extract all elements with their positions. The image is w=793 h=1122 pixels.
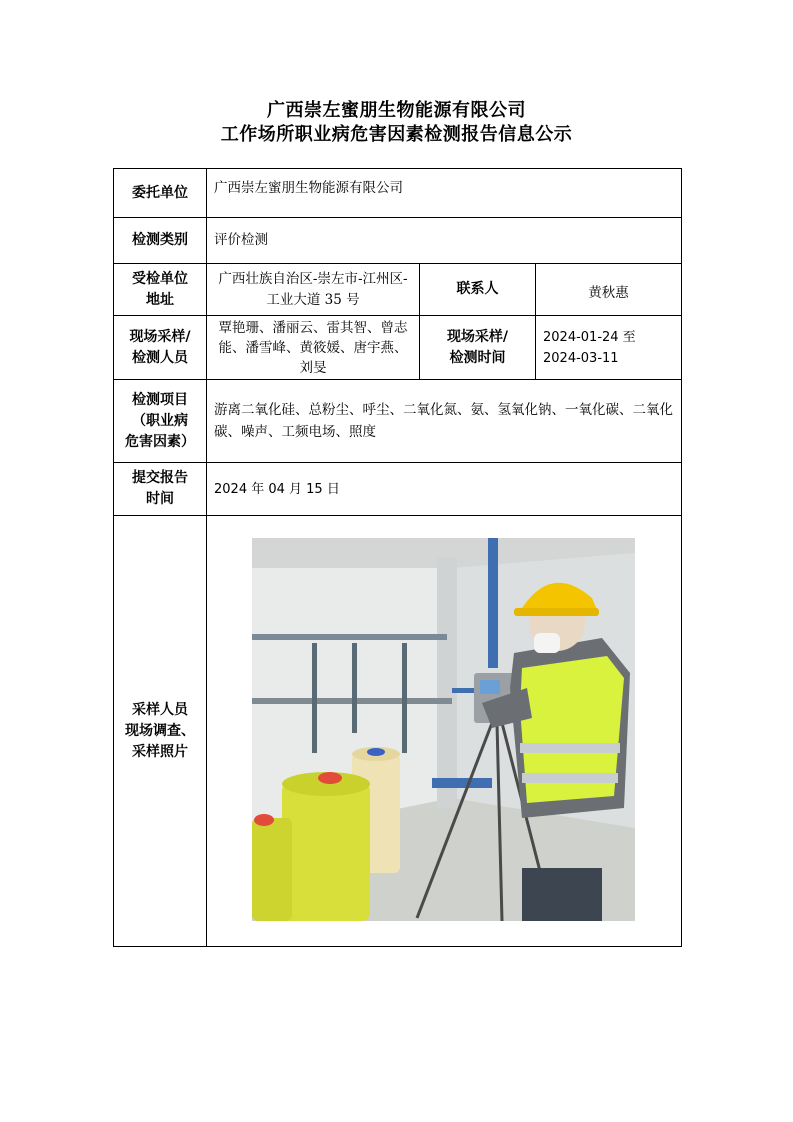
time-value [536, 316, 681, 380]
address-label: 受检单位 地址 [114, 264, 207, 316]
category-value: 评价检测 [207, 218, 681, 264]
submit-label: 提交报告 时间 [114, 463, 207, 516]
address-value: 广西壮族自治区-崇左市-江州区-工业大道 35 号 [207, 264, 420, 316]
photo-label: 采样人员 现场调查、 采样照片 [114, 516, 207, 946]
company-title: 广西崇左蜜朋生物能源有限公司 [267, 100, 526, 121]
field-sampling-photo-icon [252, 538, 635, 921]
sampling-photo [252, 538, 635, 921]
time-end: 2024-03-11 [543, 350, 619, 366]
items-label: 检测项目 （职业病 危害因素） [114, 380, 207, 463]
staff-value: 覃艳珊、潘丽云、雷其智、曾志能、潘雪峰、黄筱媛、唐宇燕、刘旻 [207, 316, 420, 380]
items-value: 游离二氧化硅、总粉尘、呼尘、二氧化氮、氨、氢氧化钠、一氧化碳、二氧化碳、噪声、工频电场、照度 [207, 380, 681, 463]
category-label: 检测类别 [114, 218, 207, 264]
report-title: 工作场所职业病危害因素检测报告信息公示 [220, 124, 573, 145]
time-start: 2024-01-24 至 [543, 329, 636, 345]
contact-value: 黄秋惠 [536, 264, 681, 316]
staff-label: 现场采样/ 检测人员 [114, 316, 207, 380]
client-label: 委托单位 [114, 169, 207, 218]
submit-value: 2024 年 04 月 15 日 [207, 463, 681, 516]
time-label: 现场采样/ 检测时间 [420, 316, 536, 380]
contact-label: 联系人 [420, 264, 536, 316]
client-value: 广西崇左蜜朋生物能源有限公司 [207, 169, 681, 218]
